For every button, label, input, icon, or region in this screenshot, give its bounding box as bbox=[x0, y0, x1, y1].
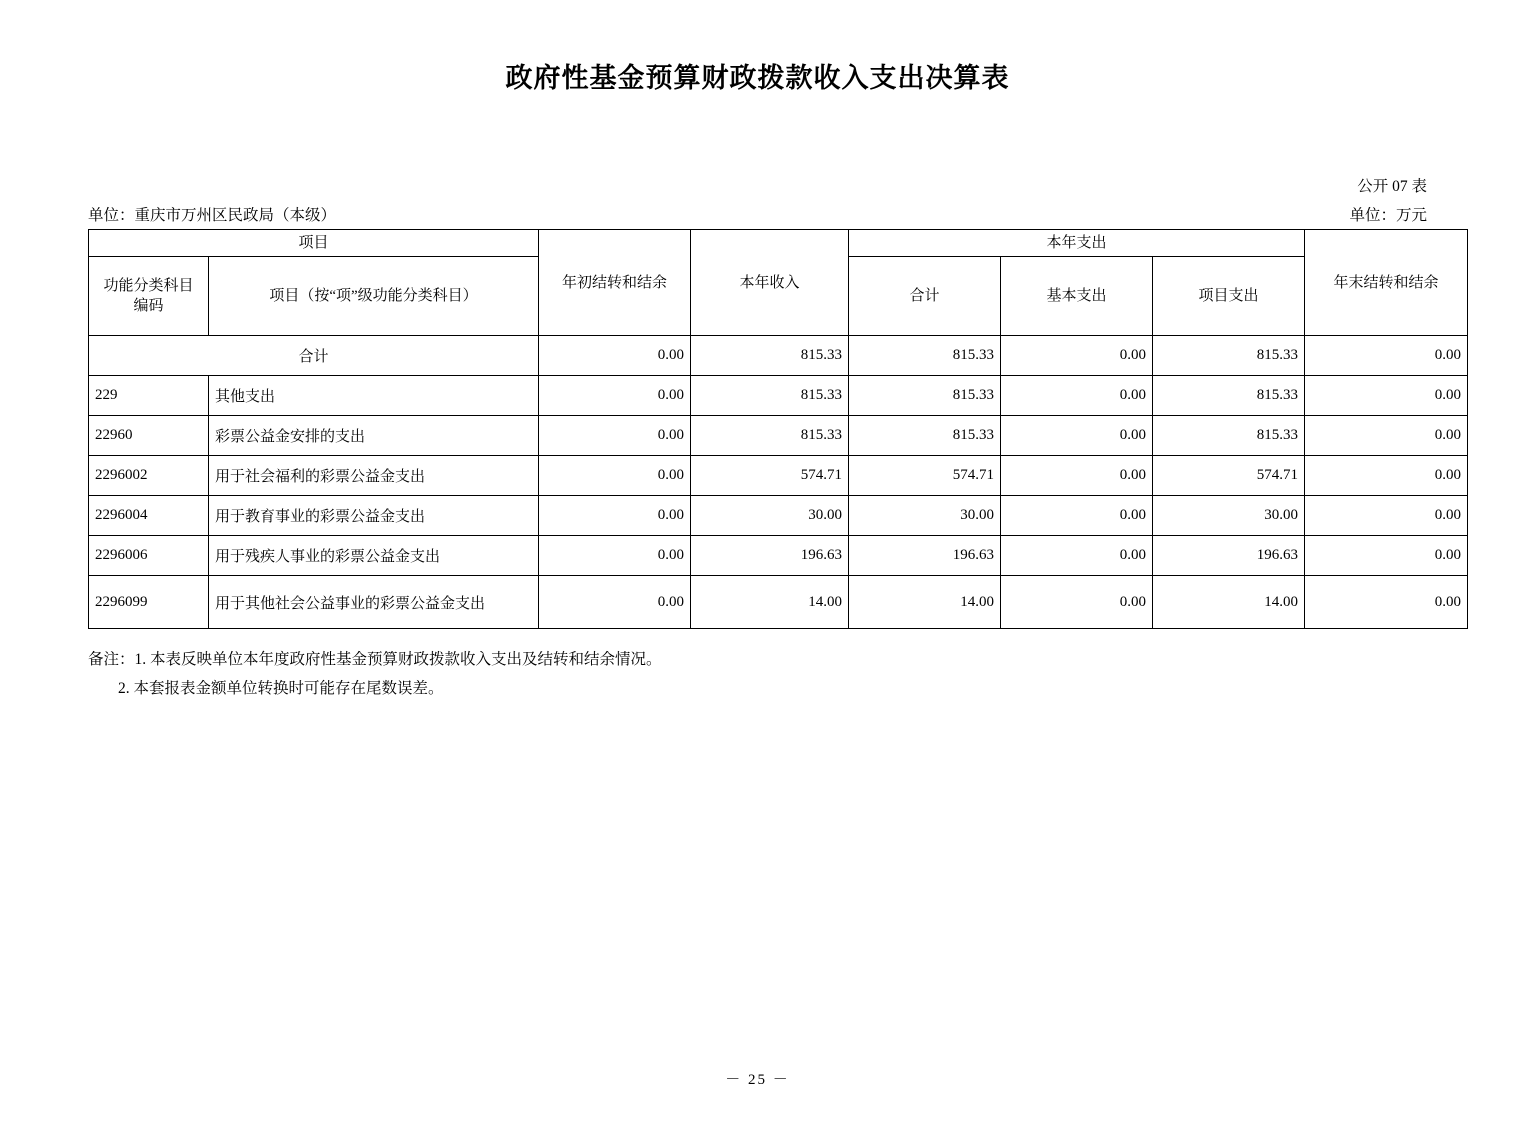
row-code: 22960 bbox=[89, 416, 209, 456]
row-exp-total: 14.00 bbox=[849, 576, 1001, 629]
row-code: 2296004 bbox=[89, 496, 209, 536]
form-number: 公开 07 表 bbox=[1357, 178, 1427, 195]
header-exp-project: 项目支出 bbox=[1153, 257, 1305, 336]
row-code: 229 bbox=[89, 376, 209, 416]
row-begin-balance: 0.00 bbox=[539, 496, 691, 536]
table-row bbox=[89, 576, 1468, 629]
row-exp-project: 196.63 bbox=[1153, 536, 1305, 576]
row-name: 彩票公益金安排的支出 bbox=[209, 416, 539, 456]
header-exp-basic: 基本支出 bbox=[1001, 257, 1153, 336]
budget-table bbox=[88, 229, 1468, 629]
row-code: 2296099 bbox=[89, 576, 209, 629]
header-end-balance: 年末结转和结余 bbox=[1305, 230, 1468, 336]
row-begin-balance: 0.00 bbox=[539, 376, 691, 416]
row-exp-basic: 0.00 bbox=[1001, 456, 1153, 496]
row-name: 用于社会福利的彩票公益金支出 bbox=[209, 456, 539, 496]
note-line-1: 备注：1. 本表反映单位本年度政府性基金预算财政拨款收入支出及结转和结余情况。 bbox=[88, 651, 662, 668]
row-name: 其他支出 bbox=[209, 376, 539, 416]
header-project-name: 项目（按“项”级功能分类科目） bbox=[209, 257, 539, 336]
table-header-row-1 bbox=[89, 230, 1468, 257]
table-row bbox=[89, 376, 1468, 416]
page-number: － 25 － bbox=[725, 1072, 790, 1088]
row-income: 815.33 bbox=[691, 376, 849, 416]
row-end-balance: 0.00 bbox=[1305, 336, 1468, 376]
row-end-balance: 0.00 bbox=[1305, 576, 1468, 629]
row-exp-project: 14.00 bbox=[1153, 576, 1305, 629]
table-row bbox=[89, 416, 1468, 456]
row-exp-total: 815.33 bbox=[849, 376, 1001, 416]
row-income: 14.00 bbox=[691, 576, 849, 629]
row-exp-project: 30.00 bbox=[1153, 496, 1305, 536]
header-exp-total: 合计 bbox=[849, 257, 1001, 336]
row-end-balance: 0.00 bbox=[1305, 416, 1468, 456]
row-name: 用于残疾人事业的彩票公益金支出 bbox=[209, 536, 539, 576]
row-name: 用于教育事业的彩票公益金支出 bbox=[209, 496, 539, 536]
row-exp-total: 574.71 bbox=[849, 456, 1001, 496]
row-begin-balance: 0.00 bbox=[539, 456, 691, 496]
row-exp-project: 815.33 bbox=[1153, 376, 1305, 416]
note-line-2: 2. 本套报表金额单位转换时可能存在尾数误差。 bbox=[118, 679, 444, 697]
table-row bbox=[89, 496, 1468, 536]
document-page bbox=[0, 56, 1515, 1125]
row-exp-project: 574.71 bbox=[1153, 456, 1305, 496]
row-begin-balance: 0.00 bbox=[539, 536, 691, 576]
row-exp-total: 196.63 bbox=[849, 536, 1001, 576]
table-row bbox=[89, 536, 1468, 576]
header-function-code bbox=[89, 257, 209, 336]
row-code: 2296002 bbox=[89, 456, 209, 496]
row-income: 196.63 bbox=[691, 536, 849, 576]
row-income: 815.33 bbox=[691, 416, 849, 456]
row-end-balance: 0.00 bbox=[1305, 496, 1468, 536]
row-end-balance: 0.00 bbox=[1305, 456, 1468, 496]
row-code: 2296006 bbox=[89, 536, 209, 576]
row-exp-basic: 0.00 bbox=[1001, 576, 1153, 629]
header-project-group: 项目 bbox=[89, 230, 539, 257]
row-exp-basic: 0.00 bbox=[1001, 496, 1153, 536]
header-begin-balance: 年初结转和结余 bbox=[539, 230, 691, 336]
meta-row bbox=[88, 203, 1427, 225]
row-exp-project: 815.33 bbox=[1153, 336, 1305, 376]
row-exp-total: 815.33 bbox=[849, 336, 1001, 376]
row-begin-balance: 0.00 bbox=[539, 336, 691, 376]
row-end-balance: 0.00 bbox=[1305, 376, 1468, 416]
row-exp-project: 815.33 bbox=[1153, 416, 1305, 456]
table-row bbox=[89, 336, 1468, 376]
page-title: 政府性基金预算财政拨款收入支出决算表 bbox=[505, 63, 1010, 93]
row-exp-basic: 0.00 bbox=[1001, 536, 1153, 576]
row-exp-total: 30.00 bbox=[849, 496, 1001, 536]
header-function-code-line2: 编码 bbox=[133, 298, 164, 315]
unit-name: 单位：重庆市万州区民政局（本级） bbox=[88, 207, 337, 224]
header-expenditure-group: 本年支出 bbox=[849, 230, 1305, 257]
row-begin-balance: 0.00 bbox=[539, 416, 691, 456]
row-end-balance: 0.00 bbox=[1305, 536, 1468, 576]
row-begin-balance: 0.00 bbox=[539, 576, 691, 629]
header-function-code-line1: 功能分类科目 bbox=[103, 278, 194, 294]
header-income: 本年收入 bbox=[691, 230, 849, 336]
row-income: 30.00 bbox=[691, 496, 849, 536]
row-name: 用于其他社会公益事业的彩票公益金支出 bbox=[209, 576, 539, 629]
table-notes bbox=[88, 646, 662, 703]
row-income: 574.71 bbox=[691, 456, 849, 496]
row-exp-basic: 0.00 bbox=[1001, 376, 1153, 416]
row-exp-total: 815.33 bbox=[849, 416, 1001, 456]
row-label: 合计 bbox=[89, 336, 539, 376]
unit-measure: 单位：万元 bbox=[1349, 207, 1427, 224]
row-income: 815.33 bbox=[691, 336, 849, 376]
table-row bbox=[89, 456, 1468, 496]
row-exp-basic: 0.00 bbox=[1001, 336, 1153, 376]
row-exp-basic: 0.00 bbox=[1001, 416, 1153, 456]
